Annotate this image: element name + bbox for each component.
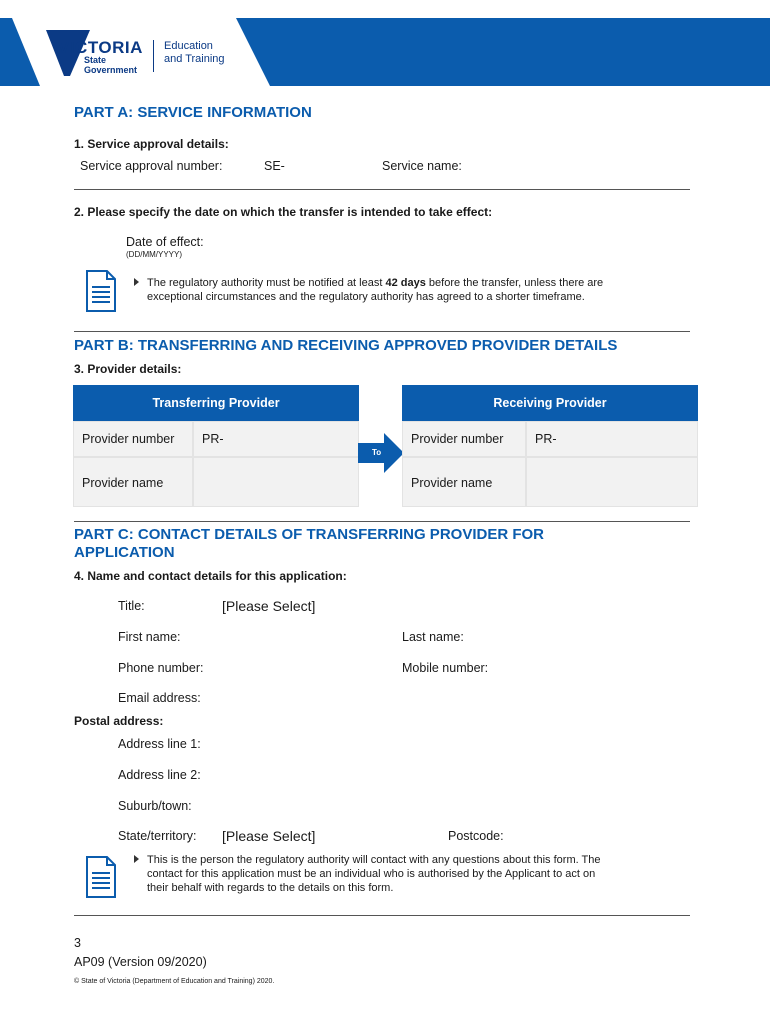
transferring-provider-name-field[interactable] [193, 457, 359, 507]
postal-address-heading: Postal address: [74, 714, 164, 728]
contact-person-note: This is the person the regulatory authority will contact with any questions about this form. The contact for this application must be an individual who is authorised by the Applicant to act on their behalf with regards to the details on this form. [147, 854, 601, 894]
email-address-field[interactable] [222, 688, 672, 708]
date-format-hint: (DD/MM/YYYY) [126, 250, 182, 259]
last-name-field[interactable] [480, 627, 680, 647]
receiving-provider-name-label: Provider name [402, 457, 526, 507]
suburb-town-label: Suburb/town: [118, 799, 192, 813]
question-4: 4. Name and contact details for this application: [74, 569, 347, 583]
document-note-icon [86, 270, 116, 312]
transferring-provider-number-label: Provider number [73, 421, 193, 457]
address-line-1-label: Address line 1: [118, 737, 201, 751]
transferring-provider-number-field[interactable]: PR- [193, 421, 359, 457]
address-line-2-field[interactable] [222, 765, 672, 785]
divider [74, 521, 690, 522]
document-note-icon [86, 856, 116, 898]
logo-education-training: Education and Training [164, 40, 225, 65]
divider [74, 189, 690, 190]
page-number: 3 [74, 936, 81, 950]
part-a-title: PART A: SERVICE INFORMATION [74, 104, 312, 121]
postcode-label: Postcode: [448, 829, 504, 843]
question-2: 2. Please specify the date on which the transfer is intended to take effect: [74, 205, 493, 219]
title-label: Title: [118, 599, 145, 613]
divider [74, 331, 690, 332]
suburb-town-field[interactable] [222, 796, 672, 816]
notice-42-days: The regulatory authority must be notified at least 42 days before the transfer, unless there are exceptional circumstances and the regulatory authority has agreed to a shorter timeframe. [147, 277, 604, 303]
logo-victoria-text: VICTORIA [58, 38, 143, 57]
to-arrow-label: To [372, 448, 382, 457]
receiving-provider-name-field[interactable] [526, 457, 698, 507]
receiving-provider-number-field[interactable]: PR- [526, 421, 698, 457]
receiving-provider-header: Receiving Provider [402, 385, 698, 421]
form-version: AP09 (Version 09/2020) [74, 955, 207, 969]
service-approval-number-label: Service approval number: [80, 159, 223, 173]
phone-number-field[interactable] [222, 658, 382, 678]
last-name-label: Last name: [402, 630, 464, 644]
part-b-title: PART B: TRANSFERRING AND RECEIVING APPROVED PROVIDER DETAILS [74, 337, 618, 354]
question-1: 1. Service approval details: [74, 137, 229, 151]
title-select[interactable]: [Please Select] [222, 598, 316, 614]
state-territory-select[interactable]: [Please Select] [222, 828, 316, 844]
copyright: © State of Victoria (Department of Education and Training) 2020. [74, 978, 275, 985]
service-name-label: Service name: [382, 159, 462, 173]
logo-divider [153, 40, 154, 72]
mobile-number-label: Mobile number: [402, 661, 489, 675]
address-line-2-label: Address line 2: [118, 768, 201, 782]
logo-state-government: State Government [84, 55, 138, 75]
divider [74, 915, 690, 916]
bullet-arrow-icon [134, 278, 139, 286]
first-name-field[interactable] [222, 627, 382, 647]
postcode-field[interactable] [520, 826, 640, 846]
state-territory-label: State/territory: [118, 829, 197, 843]
service-name-field[interactable] [480, 156, 680, 176]
transferring-provider-name-label: Provider name [73, 457, 193, 507]
mobile-number-field[interactable] [505, 658, 680, 678]
service-approval-number-field[interactable]: SE- [264, 159, 285, 173]
date-of-effect-label: Date of effect: [126, 235, 204, 249]
receiving-provider-number-label: Provider number [402, 421, 526, 457]
part-c-title: PART C: CONTACT DETAILS OF TRANSFERRING PROVIDER FOR APPLICATION [74, 526, 544, 561]
email-address-label: Email address: [118, 691, 201, 705]
bullet-arrow-icon [134, 855, 139, 863]
phone-number-label: Phone number: [118, 661, 204, 675]
transferring-provider-header: Transferring Provider [73, 385, 359, 421]
date-of-effect-field[interactable] [220, 232, 380, 252]
question-3: 3. Provider details: [74, 362, 182, 376]
first-name-label: First name: [118, 630, 181, 644]
address-line-1-field[interactable] [222, 734, 672, 754]
